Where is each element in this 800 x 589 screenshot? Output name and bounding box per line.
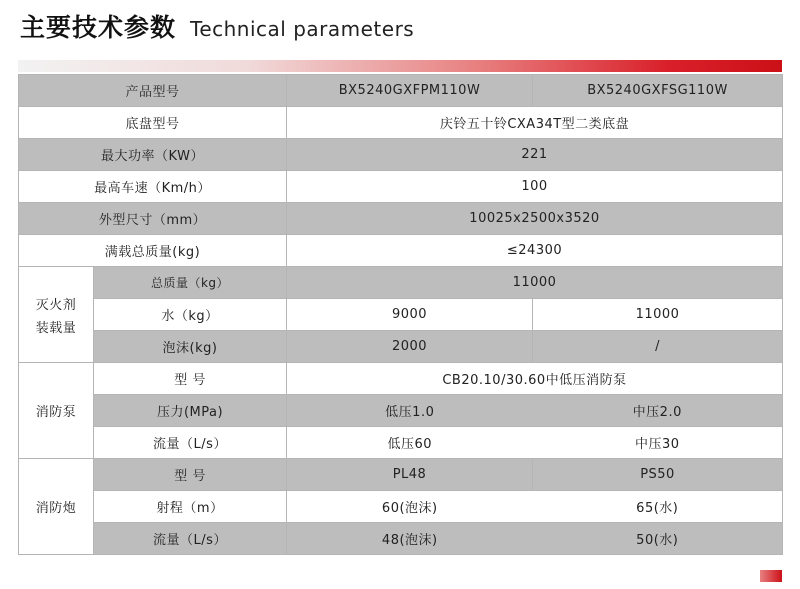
cell-value-b: 中压2.0 — [533, 395, 783, 427]
title-chinese: 主要技术参数 — [20, 13, 177, 42]
cell-value-a: 2000 — [287, 331, 533, 363]
title-english: Technical parameters — [190, 17, 415, 41]
table-row-gross-mass — [19, 235, 783, 267]
page-title — [20, 8, 414, 44]
cell-value-a: 48(泡沫) — [287, 523, 533, 555]
table-row-model — [19, 75, 783, 107]
table-row-monitor-model — [19, 459, 783, 491]
row-label: 最大功率（KW） — [19, 139, 287, 171]
table-row-pump-flow — [19, 427, 783, 459]
row-label: 型 号 — [94, 459, 287, 491]
row-label: 外型尺寸（mm） — [19, 203, 287, 235]
cell-value-b: 11000 — [533, 299, 783, 331]
cell-value: 10025x2500x3520 — [287, 203, 783, 235]
group-label-line: 灭火剂 — [35, 297, 77, 313]
group-label-agent — [19, 267, 94, 363]
table-row-chassis — [19, 107, 783, 139]
row-label: 压力(MPa) — [94, 395, 287, 427]
row-label: 水（kg） — [94, 299, 287, 331]
row-label: 底盘型号 — [19, 107, 287, 139]
row-label: 总质量（kg） — [94, 267, 287, 299]
row-label: 射程（m） — [94, 491, 287, 523]
table-row-monitor-flow — [19, 523, 783, 555]
cell-value-b: 50(水) — [533, 523, 783, 555]
row-label: 流量（L/s） — [94, 523, 287, 555]
cell-value-b: 65(水) — [533, 491, 783, 523]
table-row-agent-water — [19, 299, 783, 331]
row-label: 最高车速（Km/h） — [19, 171, 287, 203]
group-label-monitor: 消防炮 — [19, 459, 94, 555]
cell-value-a: 低压1.0 — [287, 395, 533, 427]
table-row-dimensions — [19, 203, 783, 235]
group-label-pump: 消防泵 — [19, 363, 94, 459]
cell-value: 100 — [287, 171, 783, 203]
group-label-line: 装载量 — [35, 320, 77, 336]
cell-value: 11000 — [287, 267, 783, 299]
row-label: 泡沫(kg) — [94, 331, 287, 363]
cell-value: CB20.10/30.60中低压消防泵 — [287, 363, 783, 395]
table-row-pump-model — [19, 363, 783, 395]
cell-value-b: PS50 — [533, 459, 783, 491]
table-row-agent-foam — [19, 331, 783, 363]
row-label: 产品型号 — [19, 75, 287, 107]
row-label: 流量（L/s） — [94, 427, 287, 459]
cell-value: ≤24300 — [287, 235, 783, 267]
cell-value: 庆铃五十铃CXA34T型二类底盘 — [287, 107, 783, 139]
row-label: 型 号 — [94, 363, 287, 395]
table-row-power — [19, 139, 783, 171]
cell-value-b: / — [533, 331, 783, 363]
cell-value-b: 中压30 — [533, 427, 783, 459]
cell-value-a: PL48 — [287, 459, 533, 491]
cell-value-a: BX5240GXFPM110W — [287, 75, 533, 107]
table-row-monitor-range — [19, 491, 783, 523]
table-row-pump-pressure — [19, 395, 783, 427]
table-row-agent-total — [19, 267, 783, 299]
cell-value: 221 — [287, 139, 783, 171]
cell-value-b: BX5240GXFSG110W — [533, 75, 783, 107]
footer-accent-bar — [760, 570, 782, 582]
header-accent-bar — [18, 60, 782, 72]
row-label: 满载总质量(kg) — [19, 235, 287, 267]
cell-value-a: 9000 — [287, 299, 533, 331]
cell-value-a: 低压60 — [287, 427, 533, 459]
cell-value-a: 60(泡沫) — [287, 491, 533, 523]
parameters-table — [18, 74, 783, 555]
table-row-speed — [19, 171, 783, 203]
